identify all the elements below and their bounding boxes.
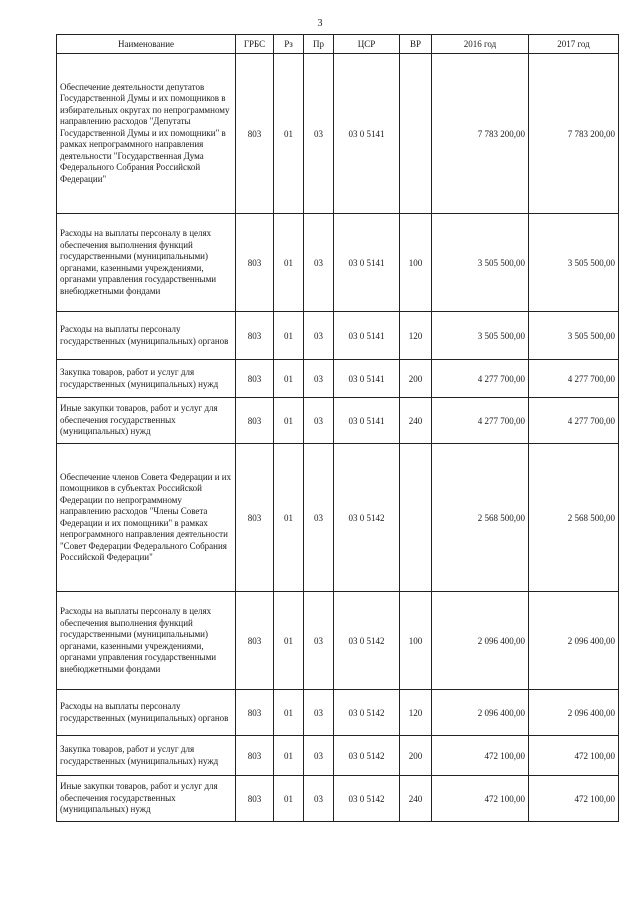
table-row	[57, 54, 619, 214]
cell-grbs: 803	[236, 444, 274, 592]
table-row	[57, 360, 619, 398]
cell-grbs: 803	[236, 776, 274, 822]
table-row	[57, 690, 619, 736]
cell-rz: 01	[274, 592, 304, 690]
cell-rz: 01	[274, 312, 304, 360]
cell-vr: 120	[400, 312, 432, 360]
cell-vr: 240	[400, 398, 432, 444]
cell-csr: 03 0 5141	[334, 214, 400, 312]
cell-2017: 3 505 500,00	[529, 312, 619, 360]
cell-pr: 03	[304, 690, 334, 736]
cell-name: Закупка товаров, работ и услуг для государственных (муниципальных) нужд	[57, 360, 236, 398]
cell-2017: 2 568 500,00	[529, 444, 619, 592]
cell-csr: 03 0 5142	[334, 444, 400, 592]
cell-pr: 03	[304, 736, 334, 776]
cell-vr: 100	[400, 214, 432, 312]
cell-grbs: 803	[236, 214, 274, 312]
table-row	[57, 444, 619, 592]
cell-csr: 03 0 5142	[334, 690, 400, 736]
cell-grbs: 803	[236, 54, 274, 214]
cell-rz: 01	[274, 444, 304, 592]
table-row	[57, 214, 619, 312]
cell-csr: 03 0 5141	[334, 54, 400, 214]
cell-2016: 2 096 400,00	[432, 592, 529, 690]
cell-vr: 200	[400, 360, 432, 398]
header-name: Наименование	[57, 35, 236, 54]
cell-2017: 4 277 700,00	[529, 360, 619, 398]
cell-name: Расходы на выплаты персоналу в целях обеспечения выполнения функций государственными (муниципальными) органами, казенными учреждениями, органами управления государственными внебюджетными фондами	[57, 214, 236, 312]
cell-rz: 01	[274, 776, 304, 822]
cell-2016: 4 277 700,00	[432, 360, 529, 398]
cell-2016: 2 096 400,00	[432, 690, 529, 736]
cell-grbs: 803	[236, 592, 274, 690]
cell-2016: 3 505 500,00	[432, 214, 529, 312]
header-csr: ЦСР	[334, 35, 400, 54]
cell-rz: 01	[274, 736, 304, 776]
table-row	[57, 312, 619, 360]
cell-pr: 03	[304, 776, 334, 822]
cell-name: Расходы на выплаты персоналу государственных (муниципальных) органов	[57, 312, 236, 360]
cell-2017: 7 783 200,00	[529, 54, 619, 214]
cell-name: Обеспечение членов Совета Федерации и их помощников в субъектах Российской Федерации по непрограммному направлению расходов "Члены Совета Федерации и их помощники" в рамках непрограммного направления деятельности "Совет Федерации Федерального Собрания Российской Федерации"	[57, 444, 236, 592]
cell-rz: 01	[274, 690, 304, 736]
cell-name: Расходы на выплаты персоналу государственных (муниципальных) органов	[57, 690, 236, 736]
table-row	[57, 776, 619, 822]
cell-2017: 4 277 700,00	[529, 398, 619, 444]
cell-2017: 472 100,00	[529, 736, 619, 776]
cell-2017: 2 096 400,00	[529, 592, 619, 690]
cell-pr: 03	[304, 312, 334, 360]
cell-grbs: 803	[236, 736, 274, 776]
cell-name: Расходы на выплаты персоналу в целях обеспечения выполнения функций государственными (муниципальными) органами, казенными учреждениями, органами управления государственными внебюджетными фондами	[57, 592, 236, 690]
cell-2017: 3 505 500,00	[529, 214, 619, 312]
header-vr: ВР	[400, 35, 432, 54]
cell-vr: 120	[400, 690, 432, 736]
cell-name: Закупка товаров, работ и услуг для государственных (муниципальных) нужд	[57, 736, 236, 776]
cell-2017: 472 100,00	[529, 776, 619, 822]
table-row	[57, 592, 619, 690]
cell-csr: 03 0 5142	[334, 776, 400, 822]
cell-2017: 2 096 400,00	[529, 690, 619, 736]
cell-csr: 03 0 5141	[334, 360, 400, 398]
table-row	[57, 398, 619, 444]
cell-vr: 100	[400, 592, 432, 690]
cell-name: Иные закупки товаров, работ и услуг для обеспечения государственных (муниципальных) нужд	[57, 776, 236, 822]
cell-csr: 03 0 5142	[334, 736, 400, 776]
cell-vr: 240	[400, 776, 432, 822]
header-2017: 2017 год	[529, 35, 619, 54]
cell-csr: 03 0 5141	[334, 398, 400, 444]
cell-rz: 01	[274, 360, 304, 398]
cell-vr: 200	[400, 736, 432, 776]
cell-rz: 01	[274, 54, 304, 214]
cell-pr: 03	[304, 592, 334, 690]
cell-vr	[400, 444, 432, 592]
page-number: 3	[317, 18, 323, 29]
header-pr: Пр	[304, 35, 334, 54]
cell-rz: 01	[274, 398, 304, 444]
cell-vr	[400, 54, 432, 214]
cell-pr: 03	[304, 214, 334, 312]
header-grbs: ГРБС	[236, 35, 274, 54]
header-2016: 2016 год	[432, 35, 529, 54]
cell-pr: 03	[304, 54, 334, 214]
cell-pr: 03	[304, 444, 334, 592]
table-row	[57, 736, 619, 776]
cell-2016: 4 277 700,00	[432, 398, 529, 444]
cell-2016: 472 100,00	[432, 736, 529, 776]
cell-rz: 01	[274, 214, 304, 312]
cell-grbs: 803	[236, 398, 274, 444]
cell-pr: 03	[304, 398, 334, 444]
cell-2016: 3 505 500,00	[432, 312, 529, 360]
header-rz: Рз	[274, 35, 304, 54]
cell-2016: 472 100,00	[432, 776, 529, 822]
header-row	[57, 35, 619, 54]
cell-2016: 7 783 200,00	[432, 54, 529, 214]
cell-grbs: 803	[236, 690, 274, 736]
budget-table	[56, 34, 619, 822]
cell-pr: 03	[304, 360, 334, 398]
cell-grbs: 803	[236, 360, 274, 398]
cell-grbs: 803	[236, 312, 274, 360]
cell-csr: 03 0 5141	[334, 312, 400, 360]
cell-name: Обеспечение деятельности депутатов Государственной Думы и их помощников в избирательных округах по непрограммному направлению расходов "Депутаты Государственной Думы и их помощники" в рамках непрограммного направления деятельности "Государственная Дума Федерального Собрания Российской Федерации"	[57, 54, 236, 214]
cell-name: Иные закупки товаров, работ и услуг для обеспечения государственных (муниципальных) нужд	[57, 398, 236, 444]
cell-2016: 2 568 500,00	[432, 444, 529, 592]
cell-csr: 03 0 5142	[334, 592, 400, 690]
